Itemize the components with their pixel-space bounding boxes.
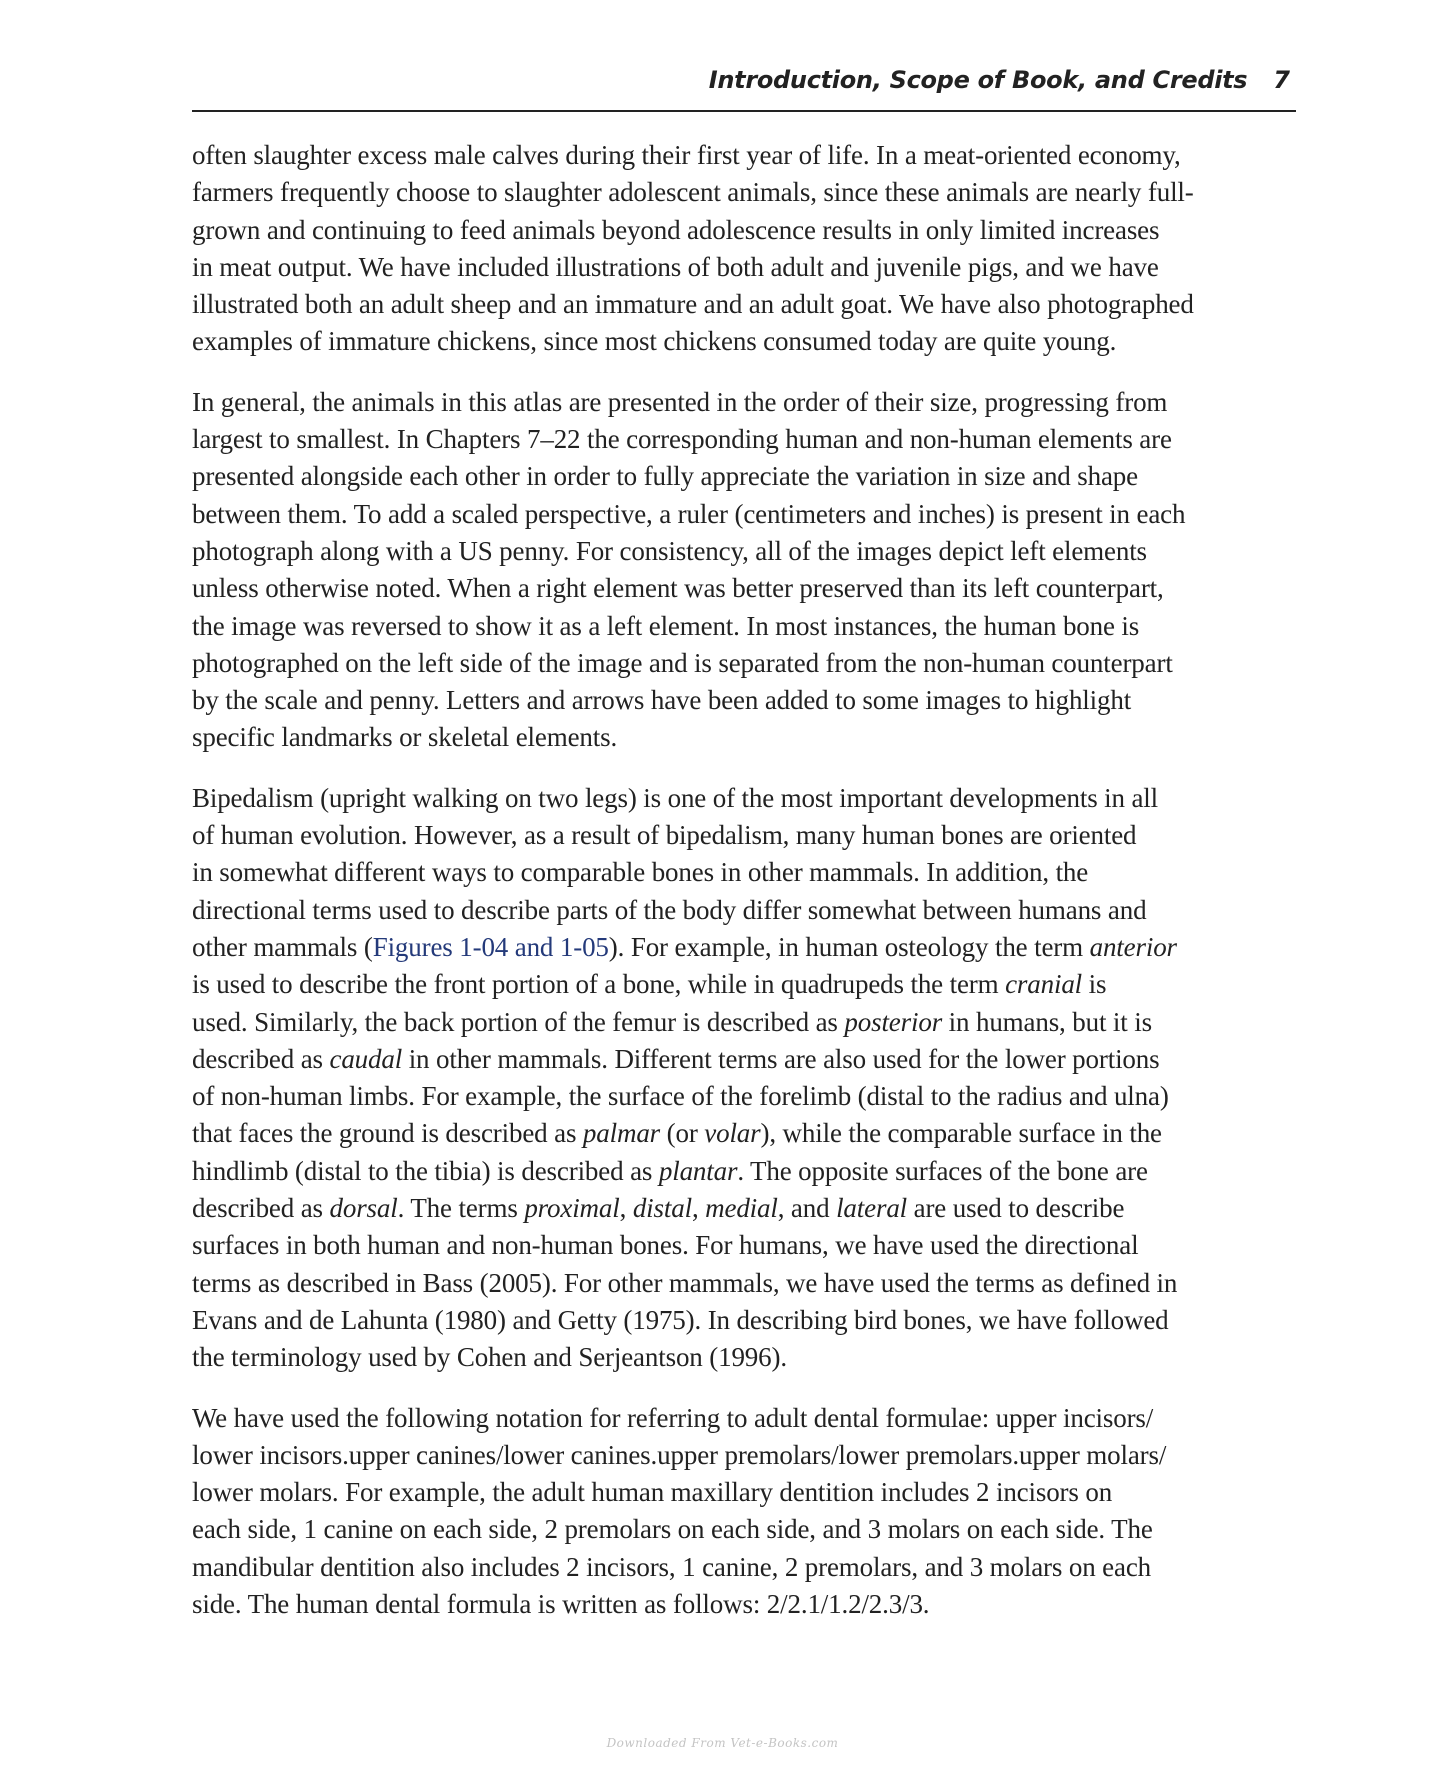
- text-line: [192, 929, 1307, 966]
- text-line: examples of immature chickens, since most chickens consumed today are quite young.: [192, 326, 1117, 357]
- text-line: side. The human dental formula is written as follows: 2/2.1/1.2/2.3/3.: [192, 1588, 930, 1619]
- text-run: , and: [777, 1193, 837, 1224]
- italic-term: palmar: [582, 1118, 661, 1149]
- text-line: the terminology used by Cohen and Serjeantson (1996).: [192, 1342, 787, 1373]
- running-head: [192, 66, 1296, 112]
- italic-term: medial: [705, 1193, 778, 1224]
- text-line: often slaughter excess male calves during their first year of life. In a meat-oriented economy,: [192, 140, 1181, 170]
- text-line: [192, 1004, 1307, 1041]
- italic-term: lateral: [836, 1193, 908, 1224]
- text-run: ). For example, in human osteology the term: [608, 931, 1090, 962]
- text-line: grown and continuing to feed animals beyond adolescence results in only limited increases: [192, 214, 1160, 245]
- italic-term: caudal: [329, 1043, 403, 1074]
- italic-term: distal: [632, 1193, 692, 1224]
- text-line: Evans and de Lahunta (1980) and Getty (1975). In describing bird bones, we have followed: [192, 1304, 1169, 1335]
- text-run: hindlimb (distal to the tibia) is described as: [192, 1155, 659, 1186]
- text-line: of non-human limbs. For example, the surface of the forelimb (distal to the radius and ulna): [192, 1081, 1169, 1112]
- italic-term: dorsal: [329, 1193, 398, 1224]
- text-line: [192, 1190, 1307, 1227]
- text-line: photograph along with a US penny. For consistency, all of the images depict left elements: [192, 535, 1147, 566]
- text-run: ), while the comparable surface in the: [760, 1118, 1162, 1149]
- text-run: in other mammals. Different terms are also used for the lower portions: [402, 1043, 1160, 1074]
- chapter-title: Introduction, Scope of Book, and Credits: [708, 66, 1248, 94]
- paragraph-4: [192, 1400, 1307, 1624]
- text-line: [192, 966, 1307, 1003]
- italic-term: cranial: [1005, 969, 1083, 1000]
- text-run: ,: [691, 1193, 706, 1224]
- paragraph-2: [192, 384, 1307, 757]
- text-run: are used to describe: [907, 1193, 1125, 1224]
- text-line: in somewhat different ways to comparable bones in other mammals. In addition, the: [192, 857, 1089, 888]
- text-line: unless otherwise noted. When a right element was better preserved than its left counterpart,: [192, 573, 1164, 604]
- italic-term: anterior: [1089, 931, 1177, 962]
- text-run: in humans, but it is: [942, 1006, 1152, 1037]
- text-line: presented alongside each other in order to fully appreciate the variation in size and shape: [192, 461, 1138, 492]
- text-run: other mammals (: [192, 931, 373, 962]
- text-run: that faces the ground is described as: [192, 1118, 583, 1149]
- text-line: of human evolution. However, as a result of bipedalism, many human bones are oriented: [192, 820, 1137, 851]
- text-run: is: [1082, 969, 1107, 1000]
- text-run: ,: [619, 1193, 633, 1224]
- text-line: Bipedalism (upright walking on two legs) is one of the most important developments in all: [192, 782, 1159, 813]
- text-line: directional terms used to describe parts of the body differ somewhat between humans and: [192, 894, 1147, 925]
- text-line: in meat output. We have included illustrations of both adult and juvenile pigs, and we have: [192, 251, 1159, 282]
- italic-term: plantar: [658, 1155, 738, 1186]
- text-line: lower incisors.upper canines/lower canines.upper premolars/lower premolars.upper molars/: [192, 1439, 1167, 1470]
- figure-cross-reference-link[interactable]: Figures 1-04 and 1-05: [372, 931, 609, 962]
- text-line: photographed on the left side of the image and is separated from the non-human counterpart: [192, 647, 1173, 678]
- italic-term: volar: [704, 1118, 761, 1149]
- italic-term: proximal: [524, 1193, 620, 1224]
- italic-term: posterior: [844, 1006, 943, 1037]
- text-line: each side, 1 canine on each side, 2 premolars on each side, and 3 molars on each side. The: [192, 1514, 1153, 1545]
- text-line: largest to smallest. In Chapters 7–22 the corresponding human and non-human elements are: [192, 424, 1172, 455]
- text-line: by the scale and penny. Letters and arrows have been added to some images to highlight: [192, 685, 1132, 716]
- text-line: We have used the following notation for referring to adult dental formulae: upper incisors/: [192, 1402, 1154, 1433]
- text-line: lower molars. For example, the adult human maxillary dentition includes 2 incisors on: [192, 1477, 1113, 1508]
- text-run: (or: [660, 1118, 705, 1149]
- text-line: In general, the animals in this atlas are presented in the order of their size, progressing from: [192, 386, 1168, 417]
- text-line: the image was reversed to show it as a left element. In most instances, the human bone is: [192, 610, 1140, 641]
- body-text: [192, 137, 1307, 1646]
- text-line: mandibular dentition also includes 2 incisors, 1 canine, 2 premolars, and 3 molars on each: [192, 1551, 1152, 1582]
- text-line: surfaces in both human and non-human bones. For humans, we have used the directional: [192, 1230, 1139, 1261]
- text-line: between them. To add a scaled perspective, a ruler (centimeters and inches) is present in each: [192, 498, 1186, 529]
- page-number: 7: [1273, 66, 1290, 94]
- text-line: farmers frequently choose to slaughter adolescent animals, since these animals are nearly full-: [192, 177, 1194, 208]
- text-run: used. Similarly, the back portion of the femur is described as: [192, 1006, 845, 1037]
- text-line: terms as described in Bass (2005). For other mammals, we have used the terms as defined in: [192, 1267, 1178, 1298]
- paragraph-1: [192, 137, 1307, 361]
- text-line: [192, 1041, 1307, 1078]
- text-run: is used to describe the front portion of a bone, while in quadrupeds the term: [192, 969, 1006, 1000]
- text-run: described as: [192, 1043, 330, 1074]
- text-run: . The opposite surfaces of the bone are: [737, 1155, 1148, 1186]
- text-line: [192, 1153, 1307, 1190]
- text-line: specific landmarks or skeletal elements.: [192, 722, 618, 753]
- text-line: [192, 1115, 1307, 1152]
- text-line: illustrated both an adult sheep and an immature and an adult goat. We have also photographed: [192, 289, 1194, 320]
- download-watermark: Downloaded From Vet-e-Books.com: [606, 1736, 839, 1750]
- text-run: . The terms: [397, 1193, 525, 1224]
- paragraph-3: [192, 780, 1307, 1377]
- text-run: described as: [192, 1193, 330, 1224]
